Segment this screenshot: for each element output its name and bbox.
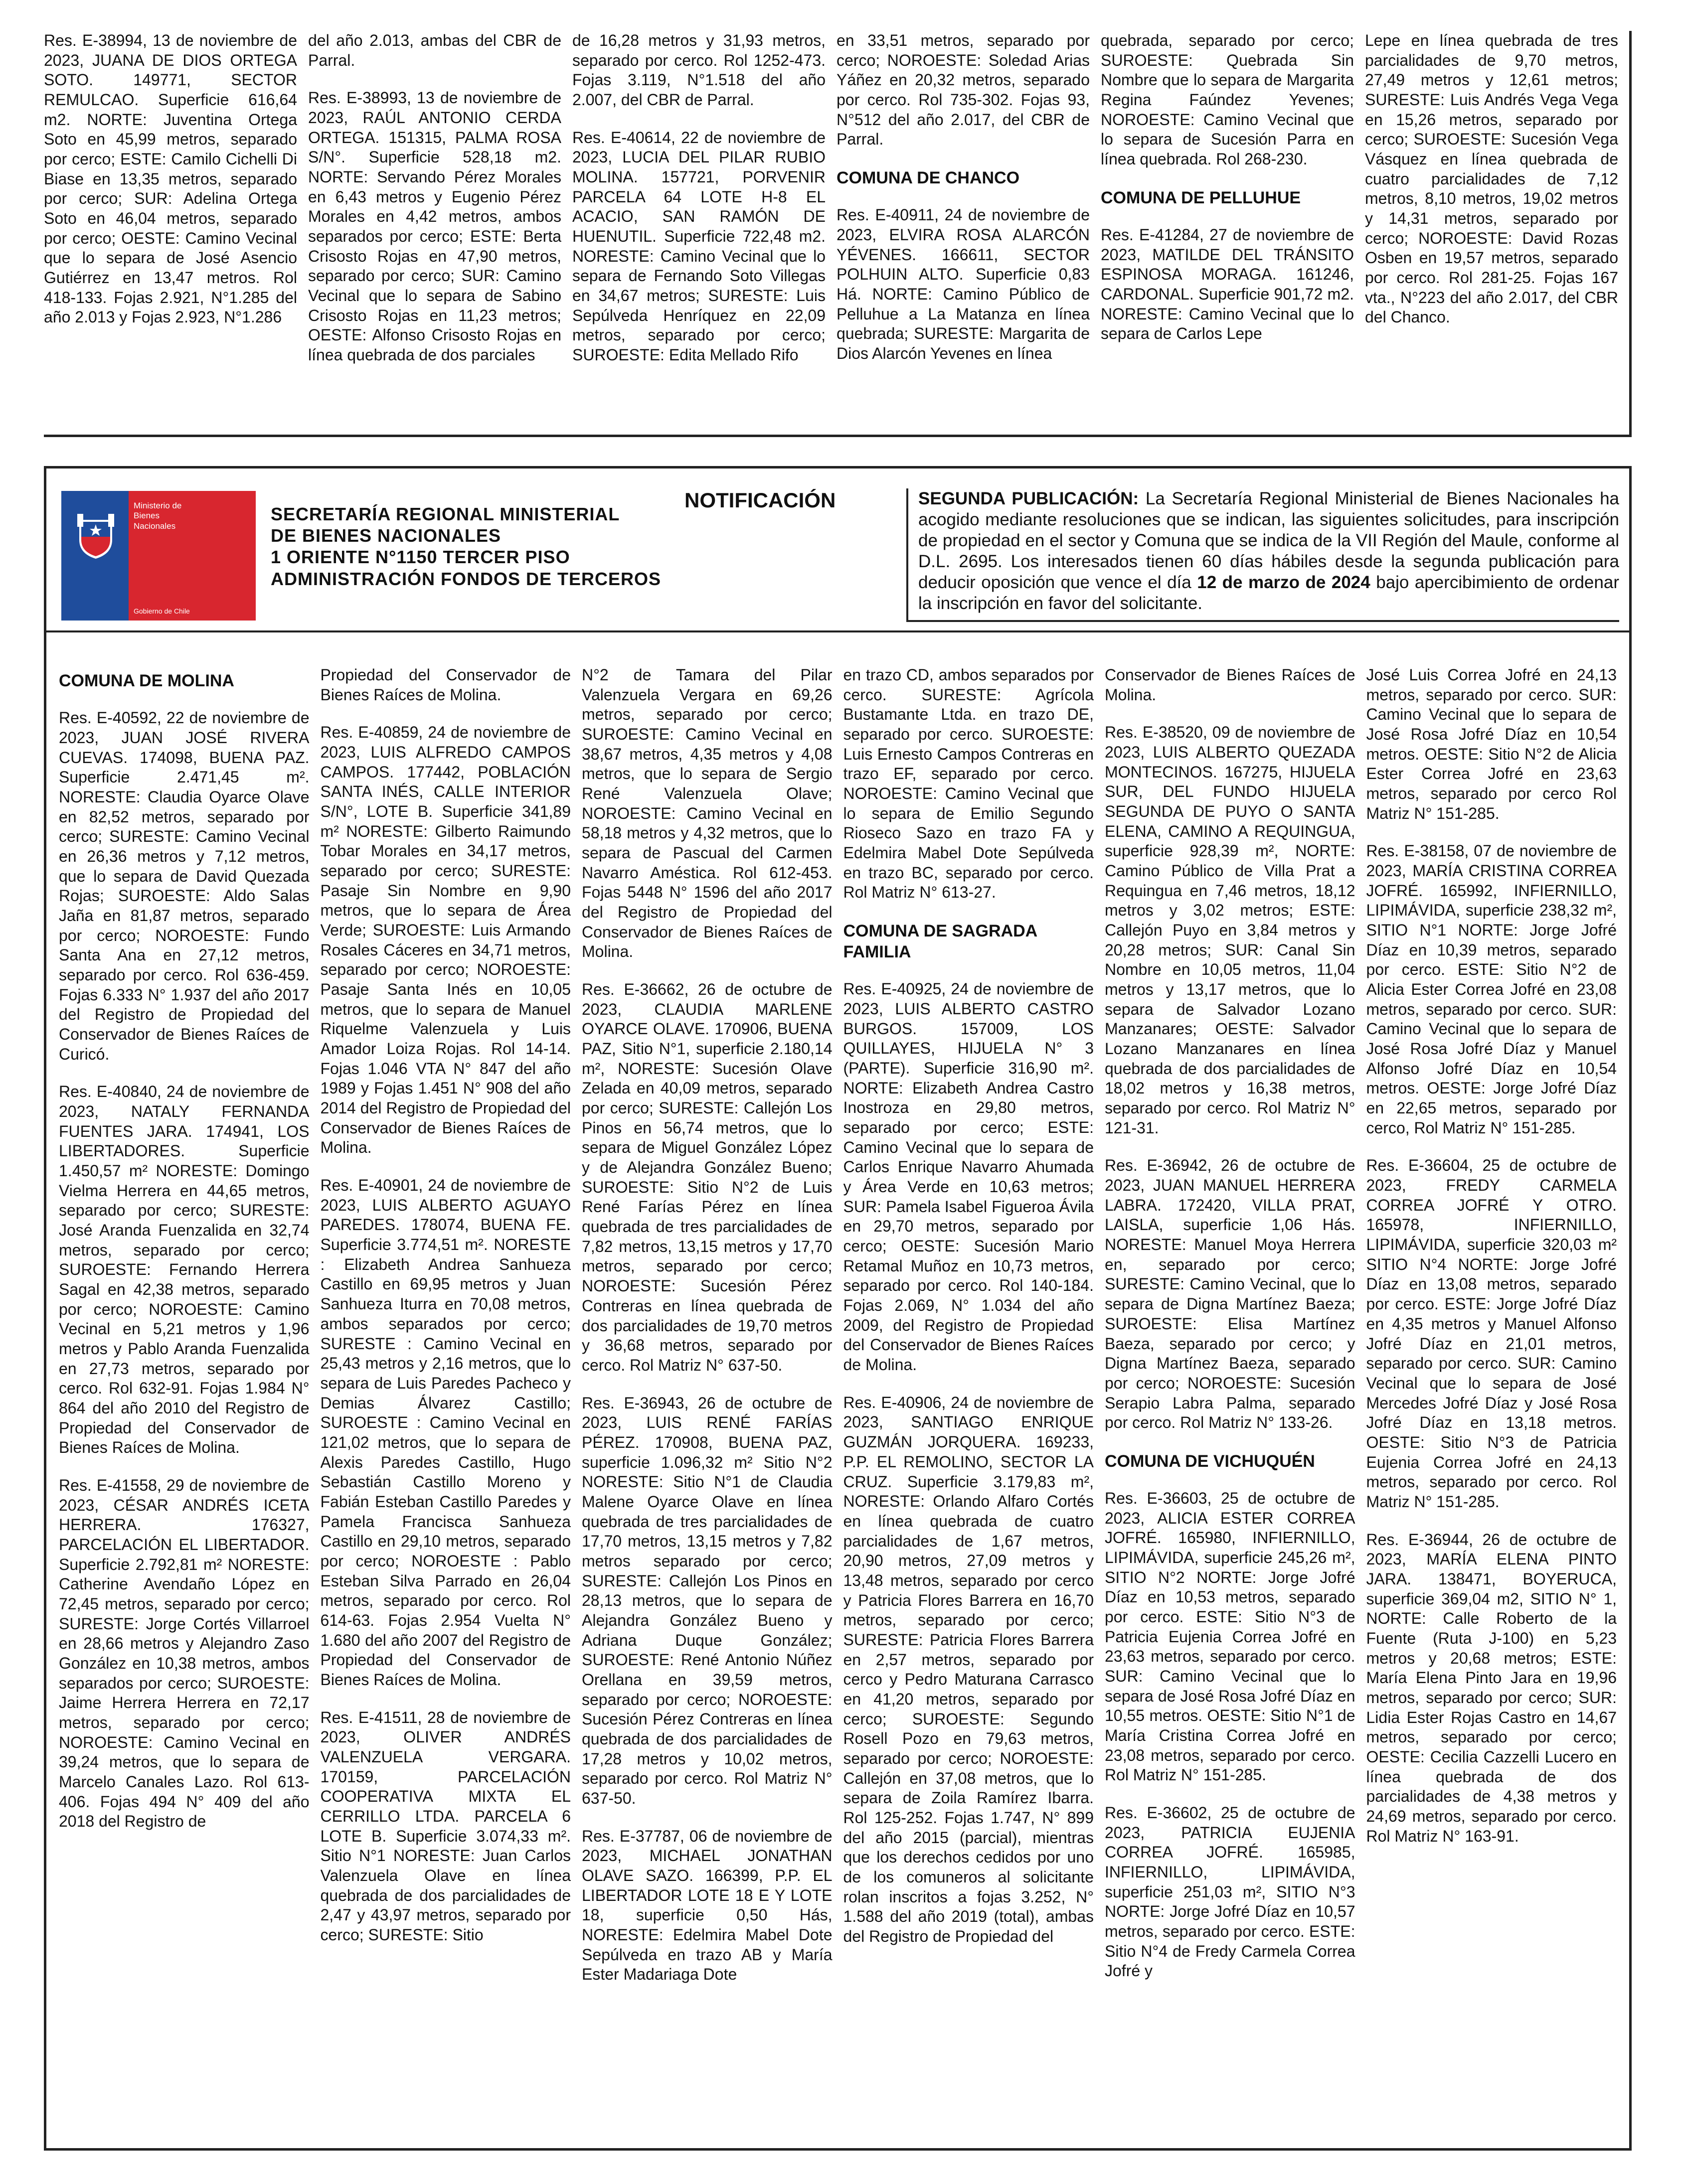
resolution-entry: Res. E-40859, 24 de noviembre de 2023, LUIS ALFREDO CAMPOS CAMPOS. 177442, POBLACIÓN SANTA INÉS, CALLE INTERIOR S/N°, LOTE B. Superficie 341,89 m² NORESTE: Gilberto Raimundo Tobar Morales en 34,17 metros, separado por cerco; SURESTE: Pasaje Sin Nombre en 9,90 metros, que lo separa de Área Verde; SUROESTE: Luis Armando Rosales Cáceres en 34,71 metros, separado por cerco; NOROESTE: Pasaje Santa Inés en 10,05 metros, que lo separa de Manuel Riquelme Valenzuela y Luis Amador Loiza Rojas. Rol 14-14. Fojas 1.046 VTA N° 847 del año 1989 y Fojas 1.451 N° 908 del año 2014 del Registro de Propiedad del Conservador de Bienes Raíces de Molina. xyxy=(320,723,571,1157)
resolution-entry: Res. E-38520, 09 de noviembre de 2023, LUIS ALBERTO QUEZADA MONTECINOS. 167275, HIJUELA SUR, DEL FUNDO HIJUELA SEGUNDA DE PUYO O SANTA ELENA, CAMINO A REQUINGUA, superficie 928,39 m², NORTE: Camino Público de Villa Prat a Requingua en 7,46 metros, 18,12 metros y 3,02 metros; ESTE: Callejón Puyo en 3,84 metros y 20,28 metros; SUR: Canal Sin Nombre en 10,05 metros, 11,04 metros y 13,17 metros, que lo separa de Salvador Lozano Manzanares; OESTE: Salvador Lozano Manzanares en línea quebrada de dos parcialidades de 18,02 metros y 16,38 metros, separado por cerco. Rol Matriz N° 121-31. xyxy=(1105,723,1355,1137)
text-column xyxy=(843,665,1094,2141)
ministry-line: ADMINISTRACIÓN FONDOS DE TERCEROS xyxy=(271,568,662,589)
resolution-entry: Propiedad del Conservador de Bienes Raíces de Molina. xyxy=(320,666,571,704)
resolution-entry: Res. E-40911, 24 de noviembre de 2023, ELVIRA ROSA ALARCÓN YÉVENES. 166611, SECTOR POLHUIN ALTO. Superficie 0,83 Há. NORTE: Camino Público de Pelluhue a La Matanza en línea quebrada; SURESTE: Margarita de Dios Alarcón Yevenes en línea xyxy=(837,206,1090,362)
top-columns xyxy=(44,31,1629,435)
text-column xyxy=(1101,31,1354,435)
resolution-entry: Res. E-40906, 24 de noviembre de 2023, SANTIAGO ENRIQUE GUZMÁN JORQUERA. 169233, P.P. EL REMOLINO, SECTOR LA CRUZ. Superficie 3.179,83 m², NORESTE: Orlando Alfaro Cortés en línea quebrada de cuatro parcialidades de 1,67 metros, 20,90 metros, 27,09 metros y 13,48 metros, separado por cerco y Patricia Flores Barrera en 16,70 metros, separado por cerco; SURESTE: Patricia Flores Barrera en 2,57 metros, separado por cerco y Pedro Maturana Carrasco en 41,20 metros, separado por cerco; SUROESTE: Segundo Rosell Pozo en 79,63 metros, separado por cerco; NOROESTE: Callejón en 37,08 metros, que lo separa de Zoila Ramírez Ibarra. Rol 125-252. Fojas 1.747, N° 899 del año 2015 (parcial), mientras que los derechos cedidos por uno de los comuneros al solicitante rolan inscritos a fojas 3.252, N° 1.588 del año 2019 (total), ambas del Registro de Propiedad del xyxy=(843,1393,1094,1945)
notice-text: La Secretaría Regional Ministerial de Bienes Nacionales ha acogido mediante resoluciones que se indican, las siguientes solicitudes, para inscripción de propiedad en el sector y Comuna que se indica de la VII Región del Maule, conforme al D.L. 2695. Los interesados tienen 60 días hábiles desde la segunda publicación para deducir oposición que vence el día xyxy=(918,489,1619,592)
commune-heading: COMUNA DE VICHUQUÉN xyxy=(1105,1451,1315,1471)
ministry-address xyxy=(271,503,661,590)
notice-lead: SEGUNDA PUBLICACIÓN: xyxy=(918,489,1139,508)
top-continuation-section xyxy=(44,31,1632,437)
resolution-entry: Conservador de Bienes Raíces de Molina. xyxy=(1105,666,1355,704)
body-columns xyxy=(59,665,1628,2141)
text-column xyxy=(44,31,297,435)
resolution-entry: en 33,51 metros, separado por cerco; NOROESTE: Soledad Arias Yáñez en 20,32 metros, separado por cerco. Rol 735-302. Fojas 93, N°512 del año 2.017, del CBR de Parral. xyxy=(837,31,1090,149)
logo-footer: Gobierno de Chile xyxy=(134,607,190,616)
resolution-entry: Res. E-36944, 26 de octubre de 2023, MARÍA ELENA PINTO JARA. 138471, BOYERUCA, superficie 369,04 m2, SITIO N° 1, NORTE: Calle Roberto de la Fuente (Ruta J-100) en 5,23 metros y 20,68 metros; ESTE: María Elena Pinto Jara en 19,96 metros, separado por cerco; SUR: Lidia Ester Rojas Castro en 14,67 metros, separado por cerco; OESTE: Cecilia Cazzelli Lucero en línea quebrada de dos parcialidades de 4,38 metros y 24,69 metros, separado por cerco. Rol Matriz N° 163-91. xyxy=(1366,1530,1617,1845)
resolution-entry: Res. E-36602, 25 de octubre de 2023, PATRICIA EUJENIA CORREA JOFRÉ. 165985, INFIERNILLO, LIPIMÁVIDA, superficie 251,03 m², SITIO N°3 NORTE: Jorge Jofré Díaz en 10,57 metros, separado por cerco. ESTE: Sitio N°4 de Fredy Carmela Correa Jofré y xyxy=(1105,1804,1355,1980)
resolution-entry: Res. E-41511, 28 de noviembre de 2023, OLIVER ANDRÉS VALENZUELA VERGARA. 170159, PARCELACIÓN COOPERATIVA MIXTA EL CERRILLO LTDA. PARCELA 6 LOTE B. Superficie 3.074,33 m². Sitio N°1 NORESTE: Juan Carlos Valenzuela Olave en línea quebrada de dos parcialidades de 2,47 y 43,97 metros, separado por cerco; SURESTE: Sitio xyxy=(320,1708,571,1944)
resolution-entry: del año 2.013, ambas del CBR de Parral. xyxy=(308,31,561,69)
notice-date: 12 de marzo de 2024 xyxy=(1197,573,1370,592)
chile-coat-of-arms-icon xyxy=(76,511,115,561)
resolution-entry: Res. E-38158, 07 de noviembre de 2023, MARÍA CRISTINA CORREA JOFRÉ. 165992, INFIERNILLO, LIPIMÁVIDA, superficie 238,32 m², SITIO N°1 NORTE: Jorge Jofré Díaz en 10,39 metros, separado por cerco. ESTE: Sitio N°2 de Alicia Ester Correa Jofré en 23,08 metros, separado por cerco. SUR: Camino Vecinal que lo separa de José Rosa Jofré Díaz y Manuel Alfonso Jofré Díaz en 10,54 metros. OESTE: Jorge Jofré Díaz en 22,65 metros, separado por cerco, Rol Matriz N° 151-285. xyxy=(1366,842,1617,1137)
header-divider xyxy=(46,630,1629,632)
resolution-entry: Res. E-38993, 13 de noviembre de 2023, RAÚL ANTONIO CERDA ORTEGA. 151315, PALMA ROSA S/N°. Superficie 528,18 m2. NORTE: Servando Pérez Morales en 6,43 metros y Eugenio Pérez Morales en 4,42 metros, ambos separados por cerco; ESTE: Berta Crisosto Rojas en 47,90 metros, separado por cerco; SUR: Camino Vecinal que lo separa de Sabino Crisosto Rojas en 11,23 metros; OESTE: Alfonso Crisosto Rojas en línea quebrada de dos parciales xyxy=(308,89,561,364)
text-column xyxy=(1365,31,1618,435)
resolution-entry: Res. E-41558, 29 de noviembre de 2023, CÉSAR ANDRÉS ICETA HERRERA. 176327, PARCELACIÓN EL LIBERTADOR. Superficie 2.792,81 m² NORESTE: Catherine Avendaño López en 72,45 metros, separado por cerco; SURESTE: Jorge Cortés Villarroel en 28,66 metros y Alejandro Zaso González en 10,38 metros, ambos separados por cerco; SUROESTE: Jaime Herrera Herrera en 72,17 metros, separado por cerco; NOROESTE: Camino Vecinal en 39,24 metros, que lo separa de Marcelo Canales Lazo. Rol 613-406. Fojas 494 N° 409 del año 2018 del Registro de xyxy=(59,1476,310,1831)
notification-title: NOTIFICACIÓN xyxy=(684,488,836,512)
resolution-entry: Res. E-40614, 22 de noviembre de 2023, LUCIA DEL PILAR RUBIO MOLINA. 157721, PORVENIR PARCELA 64 LOTE H-8 EL ACACIO, SAN RAMÓN DE HUENUTIL. Superficie 722,48 m2. NORESTE: Camino Vecinal que lo separa de Fernando Soto Villegas en 34,67 metros; SURESTE: Luis Sepúlveda Henríquez en 22,09 metros, separado por cerco; SUROESTE: Edita Mellado Rifo xyxy=(572,128,826,364)
logo-blue-panel xyxy=(61,491,129,621)
notification-header xyxy=(46,468,1629,633)
resolution-entry: Lepe en línea quebrada de tres parcialidades de 9,70 metros, 27,49 metros y 12,61 metros; SURESTE: Luis Andrés Vega Vega en 15,26 metros, separado por cerco; SUROESTE: Sucesión Vega Vásquez en línea quebrada de cuatro parcialidades de 7,12 metros, 8,10 metros, 19,02 metros y 14,31 metros, separado por cerco; NOROESTE: David Rozas Osben en 19,57 metros, separado por cerco. Rol 281-25. Fojas 167 vta., N°223 del año 2.017, del CBR del Chanco. xyxy=(1365,31,1618,326)
text-column xyxy=(572,31,826,435)
resolution-entry: Res. E-41284, 27 de noviembre de 2023, MATILDE DEL TRÁNSITO ESPINOSA MORAGA. 161246, CARDONAL. Superficie 901,72 m2. NORESTE: Camino Vecinal que lo separa de Carlos Lepe xyxy=(1101,225,1354,343)
resolution-entry: N°2 de Tamara del Pilar Valenzuela Vergara en 69,26 metros, separado por cerco; SUROESTE: Camino Vecinal en 38,67 metros, 4,35 metros y 4,08 metros, que lo separa de Sergio René Valenzuela Olave; NOROESTE: Camino Vecinal en 58,18 metros y 4,32 metros, que lo separa de Pascual del Carmen Navarro Améstica. Rol 612-453. Fojas 5448 N° 1596 del año 2017 del Registro de Propiedad del Conservador de Bienes Raíces de Molina. xyxy=(582,666,833,961)
resolution-entry: Res. E-40901, 24 de noviembre de 2023, LUIS ALBERTO AGUAYO PAREDES. 178074, BUENA FE. Superficie 3.774,51 m². NORESTE : Elizabeth Andrea Sanhueza Castillo en 69,95 metros y Juan Sanhueza Iturra en 70,08 metros, ambos separados por cerco; SURESTE : Camino Vecinal en 25,43 metros y 2,16 metros, que lo separa de Luis Paredes Pacheco y Demias Álvarez Castillo; SUROESTE : Camino Vecinal en 121,02 metros, que lo separa de Alexis Paredes Castillo, Hugo Sebastián Castillo Moreno y Fabián Esteban Castillo Paredes y Pamela Francisca Sanhueza Castillo en 29,10 metros, separado por cerco; NOROESTE : Pablo Esteban Silva Parrado en 26,04 metros, separado por cerco. Rol 614-63. Fojas 2.954 Vuelta N° 1.680 del año 2007 del Registro de Propiedad del Conservador de Bienes Raíces de Molina. xyxy=(320,1176,571,1689)
notification-box xyxy=(44,466,1632,2151)
commune-heading: COMUNA DE MOLINA xyxy=(59,671,234,690)
resolution-entry: Res. E-36604, 25 de octubre de 2023, FREDY CARMELA CORREA JOFRÉ Y OTRO. 165978, INFIERNILLO, LIPIMÁVIDA, superficie 320,03 m² SITIO N°4 NORTE: Jorge Jofré Díaz en 13,08 metros, separado por cerco. ESTE: Jorge Jofré Díaz en 4,35 metros y Manuel Alfonso Jofré Díaz en 21,01 metros, separado por cerco. SUR: Camino Vecinal que lo separa de José Mercedes Jofré Díaz y José Rosa Jofré Díaz en 13,18 metros. OESTE: Sitio N°3 de Patricia Eujenia Correa Jofré en 24,13 metros, separado por cerco. Rol Matriz N° 151-285. xyxy=(1366,1156,1617,1511)
logo-line: Nacionales xyxy=(134,521,176,531)
text-column xyxy=(59,665,310,2141)
resolution-entry: Res. E-37787, 06 de noviembre de 2023, MICHAEL JONATHAN OLAVE SAZO. 166399, P.P. EL LIBERTADOR LOTE 18 E Y LOTE 18, superficie 0,50 Hás, NORESTE: Edelmira Mabel Dote Sepúlveda en trazo AB y María Ester Madariaga Dote xyxy=(582,1827,833,1984)
commune-heading: COMUNA DE CHANCO xyxy=(837,168,1020,188)
resolution-entry: Res. E-38994, 13 de noviembre de 2023, JUANA DE DIOS ORTEGA SOTO. 149771, SECTOR REMULCAO. Superficie 616,64 m2. NORTE: Juventina Ortega Soto en 45,99 metros, separado por cerco; ESTE: Camilo Cichelli Di Biase en 13,35 metros, separado por cerco; SUR: Adelina Ortega Soto en 46,04 metros, separado por cerco; OESTE: Camino Vecinal que lo separa de José Asencio Gutiérrez en 13,47 metros. Rol 418-133. Fojas 2.921, N°1.285 del año 2.013 y Fojas 2.923, N°1.286 xyxy=(44,31,297,326)
resolution-entry: José Luis Correa Jofré en 24,13 metros, separado por cerco. SUR: Camino Vecinal que lo separa de José Rosa Jofré Díaz en 10,54 metros. OESTE: Sitio N°2 de Alicia Ester Correa Jofré en 23,63 metros, separado por cerco Rol Matriz N° 151-285. xyxy=(1366,666,1617,822)
resolution-entry: Res. E-40925, 24 de noviembre de 2023, LUIS ALBERTO CASTRO BURGOS. 157009, LOS QUILLAYES, HIJUELA N° 3 (PARTE). Superficie 316,90 m². NORTE: Elizabeth Andrea Castro Inostroza en 29,80 metros, separado por cerco; ESTE: Camino Vecinal que lo separa de Carlos Enrique Navarro Ahumada y Área Verde en 10,63 metros; SUR: Pamela Isabel Figueroa Ávila en 29,70 metros, separado por cerco; OESTE: Sucesión Mario Retamal Muñoz en 10,73 metros, separado por cerco. Rol 140-184. Fojas 2.069, N° 1.034 del año 2009, del Registro de Propiedad del Conservador de Bienes Raíces de Molina. xyxy=(843,980,1094,1374)
resolution-entry: Res. E-36603, 25 de octubre de 2023, ALICIA ESTER CORREA JOFRÉ. 165980, INFIERNILLO, LIPIMÁVIDA, superficie 245,26 m², SITIO N°2 NORTE: Jorge Jofré Díaz en 10,53 metros, separado por cerco. ESTE: Sitio N°3 de Patricia Eujenia Correa Jofré en 23,63 metros, separado por cerco. SUR: Camino Vecinal que lo separa de José Rosa Jofré Díaz en 10,55 metros. OESTE: Sitio N°1 de María Cristina Correa Jofré en 23,08 metros, separado por cerco. Rol Matriz N° 151-285. xyxy=(1105,1489,1355,1784)
notice-text: bajo apercibimiento de ordenar la inscripción en favor del solicitante. xyxy=(918,573,1619,613)
ministry-line: DE BIENES NACIONALES xyxy=(271,525,502,546)
text-column xyxy=(582,665,833,2141)
text-column xyxy=(321,665,571,2141)
text-column xyxy=(1105,665,1355,2141)
commune-heading: COMUNA DE SAGRADA FAMILIA xyxy=(843,922,1037,962)
resolution-entry: Res. E-36942, 26 de octubre de 2023, JUAN MANUEL HERRERA LABRA. 172420, VILLA PRAT, LAISLA, superficie 1,06 Hás. NORESTE: Manuel Moya Herrera en, separado por cerco; SURESTE: Camino Vecinal, que lo separa de Digna Martínez Baeza; SUROESTE: Elisa Martínez Baeza, separado por cerco; y Digna Martínez Baeza, separado por cerco; NOROESTE: Sucesión Serapio Labra Palma, separado por cerco. Rol Matriz N° 133-26. xyxy=(1105,1156,1355,1432)
publication-notice xyxy=(906,488,1619,622)
ministry-line: 1 ORIENTE N°1150 TERCER PISO xyxy=(271,547,570,568)
ministry-line: SECRETARÍA REGIONAL MINISTERIAL xyxy=(271,504,620,524)
resolution-entry: de 16,28 metros y 31,93 metros, separado por cerco. Rol 1252-473. Fojas 3.119, N°1.518 del año 2.007, del CBR de Parral. xyxy=(572,31,826,109)
resolution-entry: Res. E-36943, 26 de octubre de 2023, LUIS RENÉ FARÍAS PÉREZ. 170908, BUENA PAZ, superficie 1.096,32 m² Sitio N°2 NORESTE: Sitio N°1 de Claudia Malene Oyarce Olave en línea quebrada de tres parcialidades de 17,70 metros, 13,15 metros y 7,82 metros separado por cerco; SURESTE: Callejón Los Pinos en 28,13 metros, que lo separa de Alejandra González Bueno y Adriana Duque González; SUROESTE: René Antonio Núñez Orellana en 39,59 metros, separado por cerco; NOROESTE: Sucesión Pérez Contreras en línea quebrada de dos parcialidades de 17,28 metros y 10,02 metros, separado por cerco. Rol Matriz N° 637-50. xyxy=(582,1394,833,1807)
logo-red-panel xyxy=(129,491,256,621)
resolution-entry: en trazo CD, ambos separados por cerco. SURESTE: Agrícola Bustamante Ltda. en trazo DE, separado por cerco. SUROESTE: Luis Ernesto Campos Contreras en trazo EF, separado por cerco. NOROESTE: Camino Vecinal que lo separa de Emilio Segundo Rioseco Sazo en trazo FA y Edelmira Mabel Dote Sepúlveda en trazo BC, separado por cerco. Rol Matriz N° 613-27. xyxy=(843,666,1094,902)
commune-heading: COMUNA DE PELLUHUE xyxy=(1101,188,1301,207)
text-column xyxy=(308,31,561,435)
logo-line: Bienes xyxy=(134,511,160,521)
logo-line: Ministerio de xyxy=(134,501,182,510)
text-column xyxy=(837,31,1090,435)
resolution-entry: Res. E-36662, 26 de octubre de 2023, CLAUDIA MARLENE OYARCE OLAVE. 170906, BUENA PAZ, Sitio N°1, superficie 2.180,14 m², NORESTE: Sucesión Olave Zelada en 40,09 metros, separado por cerco; SURESTE: Callejón Los Pinos en 56,74 metros, que lo separa de Miguel González López y de Alejandra González Bueno; SUROESTE: Sitio N°2 de Luis René Farías Pérez en línea quebrada de tres parcialidades de 7,82 metros, 13,15 metros y 17,70 metros, separado por cerco; NOROESTE: Sucesión Pérez Contreras en línea quebrada de dos parcialidades de 19,70 metros y 36,68 metros, separado por cerco. Rol Matriz N° 637-50. xyxy=(582,980,833,1374)
resolution-entry: quebrada, separado por cerco; SUROESTE: Quebrada Sin Nombre que lo separa de Margarita Regina Faúndez Yevenes; NOROESTE: Camino Vecinal que lo separa de Sucesión Parra en línea quebrada. Rol 268-230. xyxy=(1101,31,1354,168)
ministry-logo xyxy=(61,491,256,621)
text-column xyxy=(1366,665,1617,2141)
resolution-entry: Res. E-40840, 24 de noviembre de 2023, NATALY FERNANDA FUENTES JARA. 174941, LOS LIBERTADORES. Superficie 1.450,57 m² NORESTE: Domingo Vielma Herrera en 44,65 metros, separado por cerco; SURESTE: José Aranda Fuenzalida en 32,74 metros, separado por cerco; SUROESTE: Fernando Herrera Sagal en 42,38 metros, separado por cerco; NOROESTE: Camino Vecinal en 5,21 metros y 1,96 metros y Pablo Aranda Fuenzalida en 27,73 metros, separado por cerco. Rol 632-91. Fojas 1.984 N° 864 del año 2010 del Registro de Propiedad del Conservador de Bienes Raíces de Molina. xyxy=(59,1083,310,1457)
resolution-entry: Res. E-40592, 22 de noviembre de 2023, JUAN JOSÉ RIVERA CUEVAS. 174098, BUENA PAZ. Superficie 2.471,45 m². NORESTE: Claudia Oyarce Olave en 82,52 metros, separado por cerco; SURESTE: Camino Vecinal en 26,36 metros y 7,12 metros, que lo separa de David Quezada Rojas; SUROESTE: Aldo Salas Jaña en 81,87 metros, separado por cerco; NOROESTE: Fundo Santa Ana en 27,12 metros, separado por cerco. Rol 636-459. Fojas 6.333 N° 1.937 del año 2017 del Registro de Propiedad del Conservador de Bienes Raíces de Curicó. xyxy=(59,709,310,1063)
